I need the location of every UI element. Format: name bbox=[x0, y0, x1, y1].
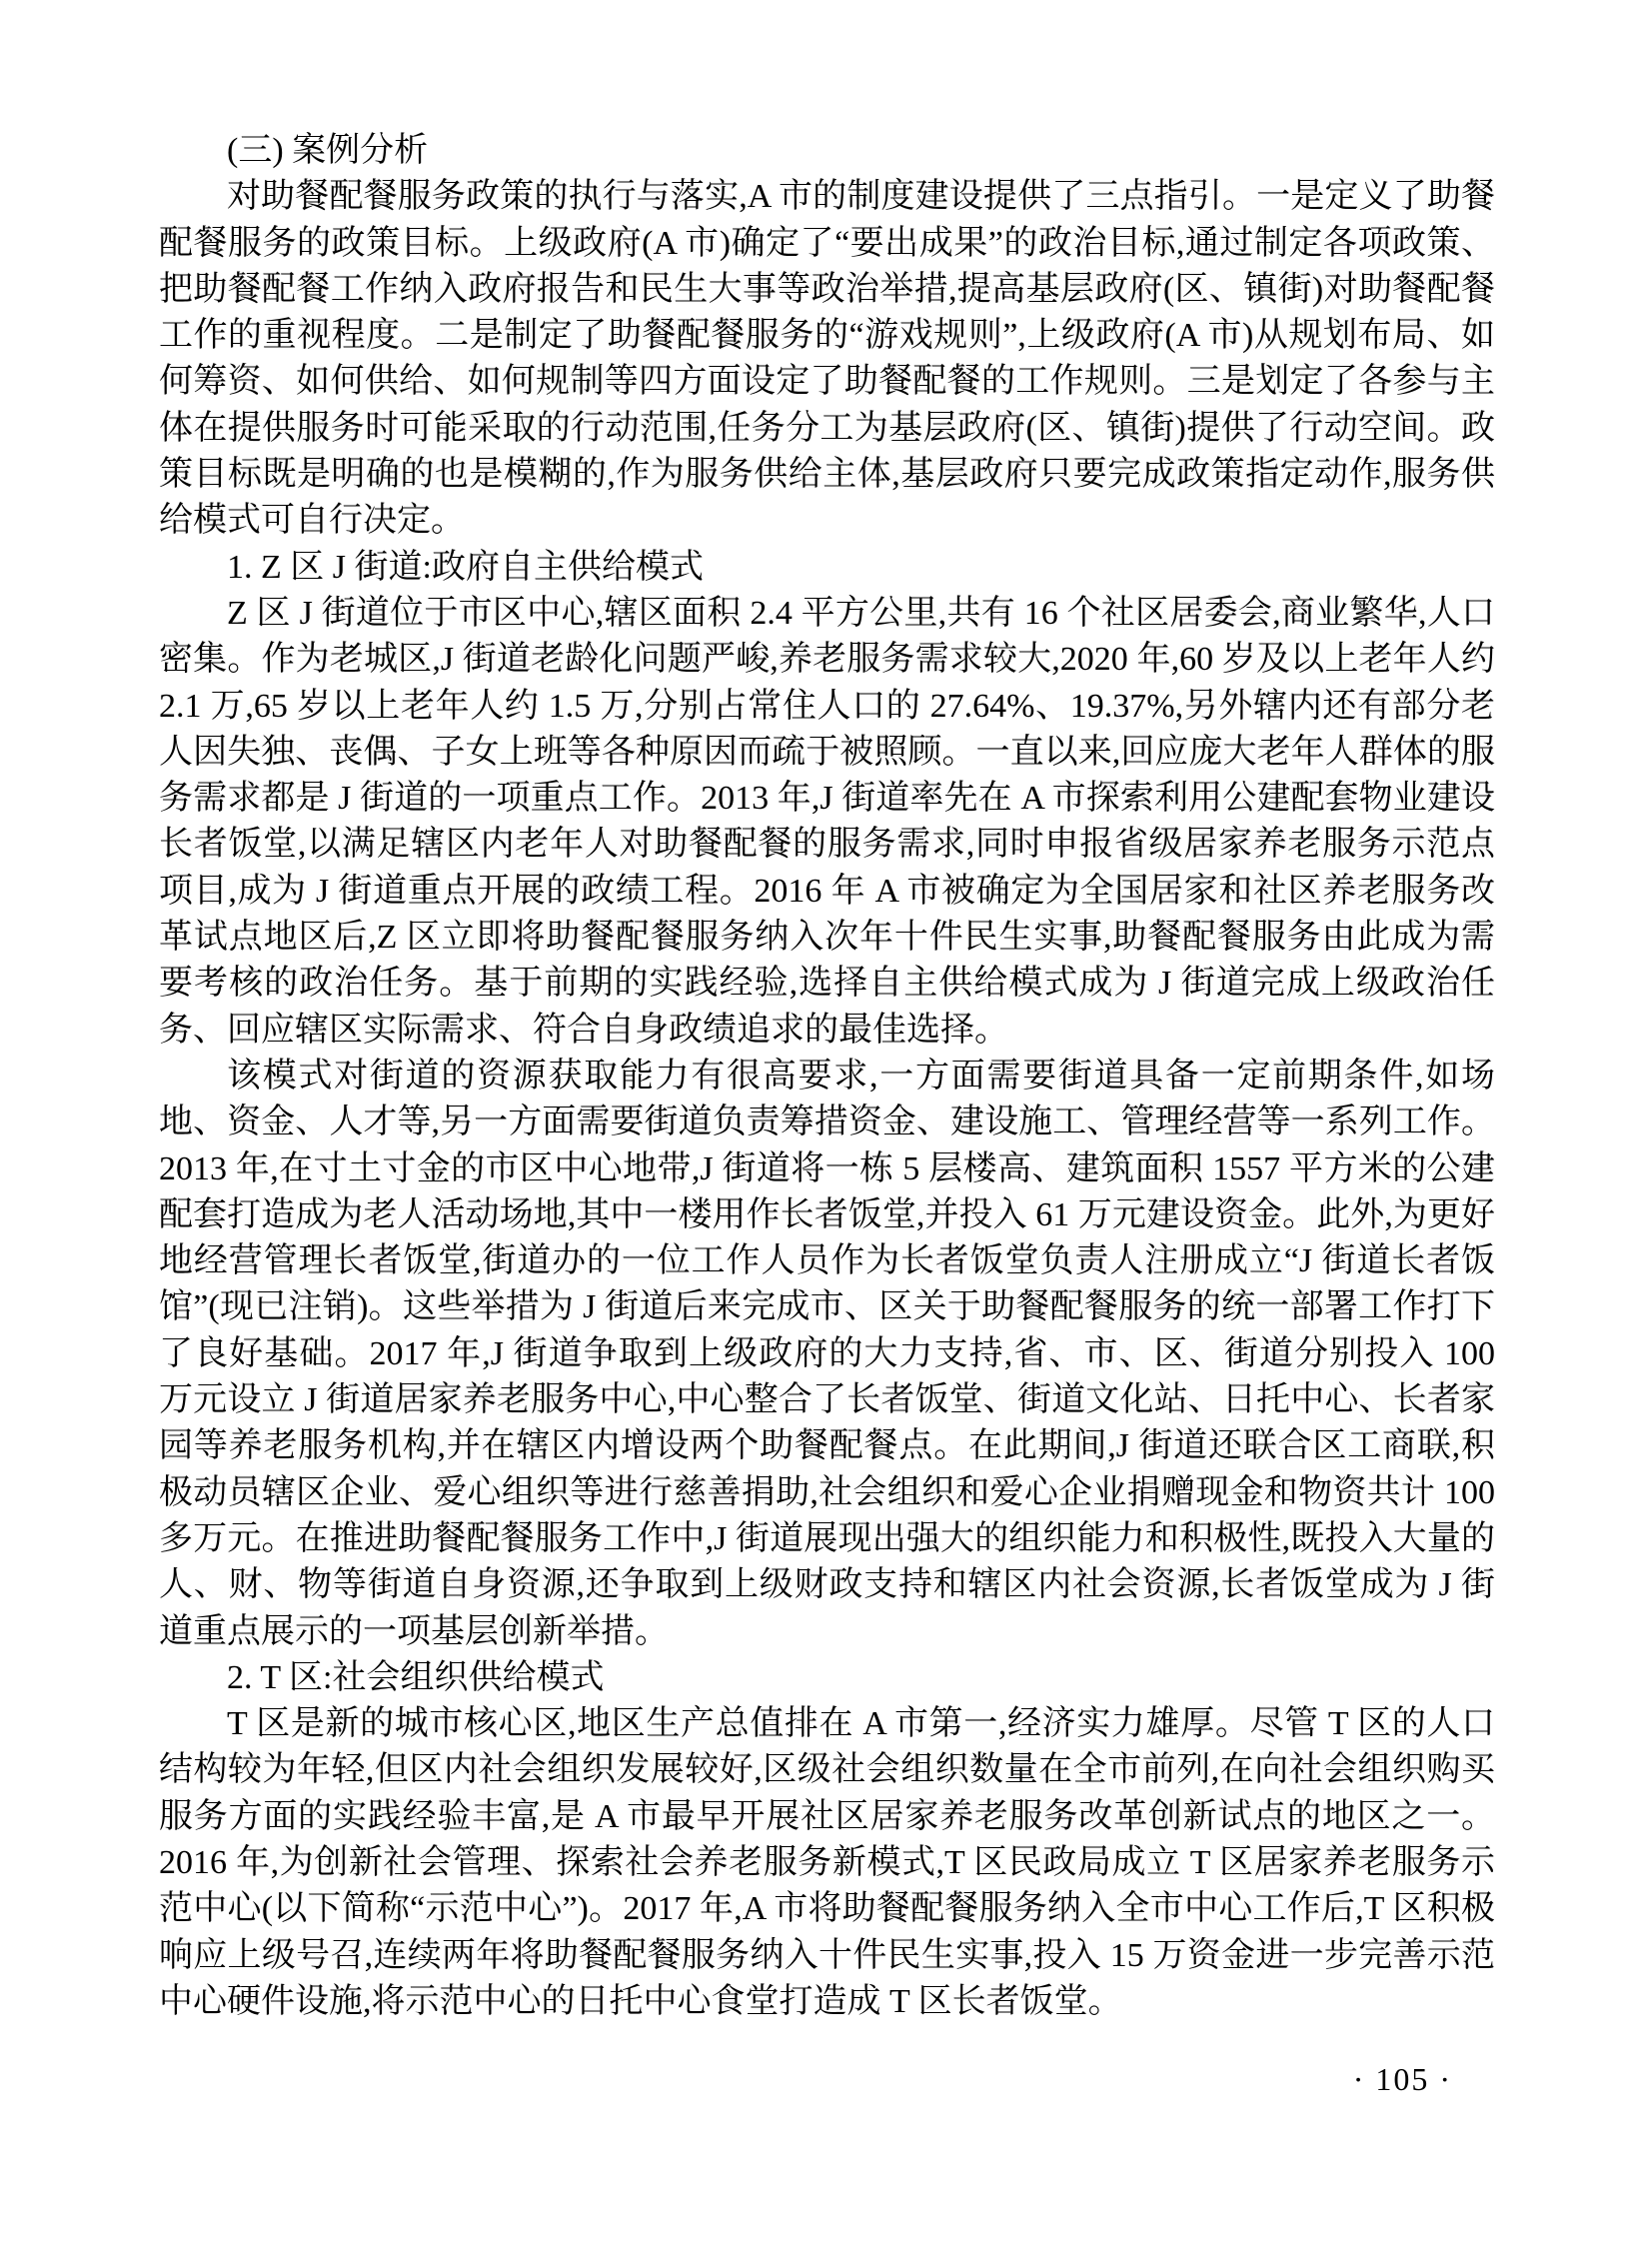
paragraph-z-district-overview: Z 区 J 街道位于市区中心,辖区面积 2.4 平方公里,共有 16 个社区居委会,商业繁华,人口密集。作为老城区,J 街道老龄化问题严峻,养老服务需求较大,2020 年,60 岁及以上老年人约 2.1 万,65 岁以上老年人约 1.5 万,分别占常住人口的 27.64%、19.37%,另外辖内还有部分老人因失独、丧偶、子女上班等各种原因而疏于被照顾。一直以来,回应庞大老年人群体的服务需求都是 J 街道的一项重点工作。2013 年,J 街道率先在 A 市探索利用公建配套物业建设长者饭堂,以满足辖区内老年人对助餐配餐的服务需求,同时申报省级居家养老服务示范点项目,成为 J 街道重点开展的政绩工程。2016 年 A 市被确定为全国居家和社区养老服务改革试点地区后,Z 区立即将助餐配餐服务纳入次年十件民生实事,助餐配餐服务由此成为需要考核的政治任务。基于前期的实践经验,选择自主供给模式成为 J 街道完成上级政治任务、回应辖区实际需求、符合自身政绩追求的最佳选择。 bbox=[159, 594, 1495, 1049]
paragraph-z-district-resources: 该模式对街道的资源获取能力有很高要求,一方面需要街道具备一定前期条件,如场地、资金、人才等,另一方面需要街道负责筹措资金、建设施工、管理经营等一系列工作。2013 年,在寸土寸金的市区中心地带,J 街道将一栋 5 层楼高、建筑面积 1557 平方米的公建配套打造成为老人活动场地,其中一楼用作长者饭堂,并投入 61 万元建设资金。此外,为更好地经营管理长者饭堂,街道办的一位工作人员作为长者饭堂负责人注册成立“J 街道长者饭馆”(现已注销)。这些举措为 J 街道后来完成市、区关于助餐配餐服务的统一部署工作打下了良好基础。2017 年,J 街道争取到上级政府的大力支持,省、市、区、街道分别投入 100 万元设立 J 街道居家养老服务中心,中心整合了长者饭堂、街道文化站、日托中心、长者家园等养老服务机构,并在辖区内增设两个助餐配餐点。在此期间,J 街道还联合区工商联,积极动员辖区企业、爱心组织等进行慈善捐助,社会组织和爱心企业捐赠现金和物资共计 100 多万元。在推进助餐配餐服务工作中,J 街道展现出强大的组织能力和积极性,既投入大量的人、财、物等街道自身资源,还争取到上级财政支持和辖区内社会资源,长者饭堂成为 J 街道重点展示的一项基层创新举措。 bbox=[159, 1057, 1495, 1650]
subsection-heading-1: 1. Z 区 J 街道:政府自主供给模式 bbox=[227, 548, 704, 586]
subsection-heading-2: 2. T 区:社会组织供给模式 bbox=[227, 1658, 605, 1696]
text-body bbox=[159, 128, 1495, 2025]
section-heading: (三) 案例分析 bbox=[227, 132, 429, 169]
paragraph-t-district-overview: T 区是新的城市核心区,地区生产总值排在 A 市第一,经济实力雄厚。尽管 T 区的人口结构较为年轻,但区内社会组织发展较好,区级社会组织数量在全市前列,在向社会组织购买服务方面的实践经验丰富,是 A 市最早开展社区居家养老服务改革创新试点的地区之一。2016 年,为创新社会管理、探索社会养老服务新模式,T 区民政局成立 T 区居家养老服务示范中心(以下简称“示范中心”)。2017 年,A 市将助餐配餐服务纳入全市中心工作后,T 区积极响应上级号召,连续两年将助餐配餐服务纳入十件民生实事,投入 15 万资金进一步完善示范中心硬件设施,将示范中心的日托中心食堂打造成 T 区长者饭堂。 bbox=[159, 1705, 1495, 2020]
paragraph-policy-guidance: 对助餐配餐服务政策的执行与落实,A 市的制度建设提供了三点指引。一是定义了助餐配餐服务的政策目标。上级政府(A 市)确定了“要出成果”的政治目标,通过制定各项政策、把助餐配餐工作纳入政府报告和民生大事等政治举措,提高基层政府(区、镇街)对助餐配餐工作的重视程度。二是制定了助餐配餐服务的“游戏规则”,上级政府(A 市)从规划布局、如何筹资、如何供给、如何规制等四方面设定了助餐配餐的工作规则。三是划定了各参与主体在提供服务时可能采取的行动范围,任务分工为基层政府(区、镇街)提供了行动空间。政策目标既是明确的也是模糊的,作为服务供给主体,基层政府只要完成政策指定动作,服务供给模式可自行决定。 bbox=[159, 178, 1495, 540]
page-number: · 105 · bbox=[1352, 2061, 1452, 2097]
